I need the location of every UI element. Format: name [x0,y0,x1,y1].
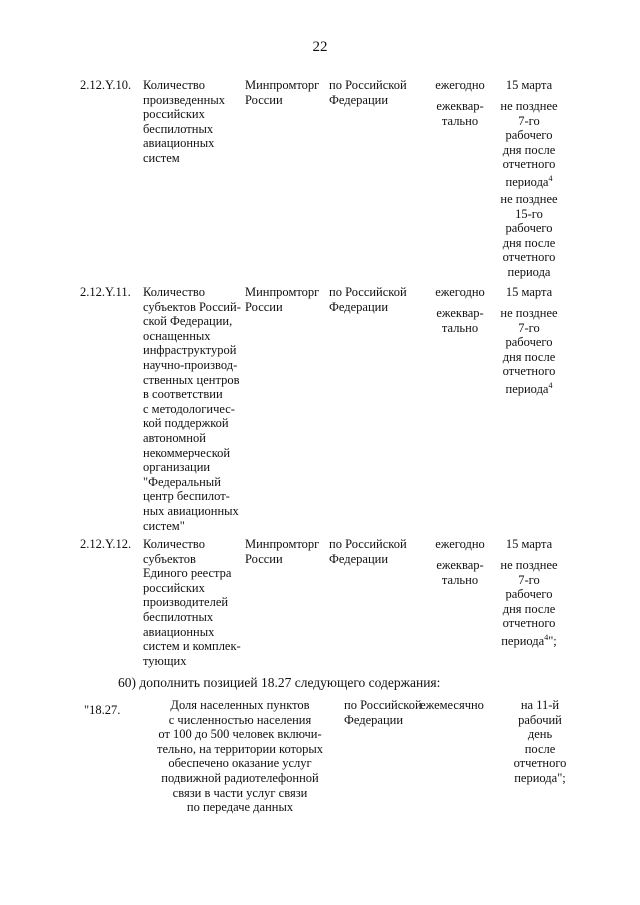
row-indicator-name-line: с методологичес- [143,401,235,416]
new-row-indicator-name-line: от 100 до 500 человек включи- [158,727,322,742]
row-indicator-name-line: авиационных [143,136,215,151]
row-deadline-quarterly-line: дня после [502,349,556,364]
row-indicator-name-line: российских [143,107,205,122]
row-frequency-annual: ежегодно [435,537,485,551]
row-indicator-name [143,537,251,668]
row-region-line: Федерации [329,92,389,107]
new-row-deadline-line: день [527,727,553,742]
row-indicator-name-line: оснащенных [143,328,211,343]
row-frequency-quarterly-line: тально [441,113,479,128]
row-deadline-quarterly-alt-line: 15-го [515,206,543,221]
row-frequency-quarterly-line: тально [441,572,479,587]
row-deadline-quarterly-alt-line: отчетного [502,250,556,265]
row-responsible-org-line: России [245,92,283,107]
row-indicator-name-line: Единого реестра [143,566,232,581]
new-row-frequency: ежемесячно [420,698,484,712]
footnote-ref: 4 [548,380,553,390]
row-deadline-quarterly [488,558,570,649]
row-deadline-quarterly-line: рабочего [505,587,553,602]
row-region [329,537,429,566]
new-row-indicator-name-line: обеспечено оказание услуг [168,756,312,771]
row-region-line: по Российской [329,78,407,92]
new-row-region-line: по Российской [344,698,422,712]
row-responsible-org-line: России [245,551,283,566]
row-indicator-name-line: центр беспилот- [143,489,230,504]
row-deadline-quarterly-line: 7-го [518,572,540,587]
row-region [329,285,429,314]
row-region-line: Федерации [329,299,389,314]
row-deadline-quarterly-line: дня после [502,601,556,616]
row-deadline-quarterly-line: отчетного [502,616,556,631]
row-indicator-name-line: производителей [143,595,229,610]
row-indicator-name [143,78,251,166]
row-frequency-quarterly [426,558,494,587]
row-deadline-quarterly-line: периода$^4$ [505,380,553,397]
row-deadline-quarterly-alt-line: не позднее [500,192,558,206]
row-deadline-quarterly [488,99,570,190]
new-row-indicator-name-line: Доля населенных пунктов [170,698,310,712]
footnote-ref: 4 [544,632,549,642]
closing-quote: "; [548,634,557,649]
row-frequency-quarterly [426,306,494,335]
row-indicator-name-line: инфраструктурой [143,343,237,358]
row-indicator-name-line: ных авиационных [143,503,239,518]
row-indicator-name-line: Количество [143,78,205,92]
row-frequency-quarterly-line: тально [441,320,479,335]
row-indicator-name-line: в соответствии [143,387,223,402]
row-indicator-name-line: систем [143,150,180,165]
row-responsible-org-line: Минпромторг [245,78,320,92]
row-deadline-annual: 15 марта [505,537,553,551]
row-indicator-name-line: субъектов [143,551,196,566]
row-indicator-name-line: систем и комплек- [143,639,241,654]
row-indicator-name-line: кой поддержкой [143,416,229,431]
row-indicator-name-line: научно-производ- [143,357,238,372]
row-responsible-org [245,537,327,566]
row-deadline-quarterly-line: 7-го [518,320,540,335]
row-code: 2.12.Y.10. [80,78,132,92]
row-code: 2.12.Y.11. [80,285,131,299]
new-row-deadline-line: рабочий [518,712,562,727]
new-row-indicator-name [140,698,340,815]
row-deadline-quarterly-alt-line: дня после [502,235,556,250]
row-frequency-quarterly-line: ежеквар- [436,306,484,320]
new-row-code: "18.27. [84,703,121,717]
row-frequency-quarterly [426,99,494,128]
row-indicator-name-line: тующих [143,653,187,668]
row-indicator-name-line: некоммерческой [143,445,231,460]
new-row-indicator-name-line: с численностью населения [168,712,312,727]
row-deadline-quarterly-line: отчетного [502,364,556,379]
row-indicator-name-line: авиационных [143,624,215,639]
footnote-ref: 4 [548,173,553,183]
row-region-line: Федерации [329,551,389,566]
row-indicator-name-line: ской Федерации, [143,314,233,329]
row-indicator-name-line: "Федеральный [143,474,221,489]
new-row-deadline-line: после [524,741,556,756]
new-row-indicator-name-line: подвижной радиотелефонной [161,770,319,785]
row-deadline-quarterly-line: рабочего [505,128,553,143]
row-deadline-quarterly-line: рабочего [505,335,553,350]
row-deadline-quarterly-line: периода$^4$"; [501,632,557,649]
row-deadline-quarterly-line: 7-го [518,113,540,128]
row-deadline-quarterly-line: периода$^4$ [505,173,553,190]
row-indicator-name-line: беспилотных [143,121,214,136]
row-deadline-quarterly-line: отчетного [502,157,556,172]
row-region [329,78,429,107]
row-deadline-annual: 15 марта [505,285,553,299]
new-row-deadline [500,698,580,786]
row-frequency-quarterly-line: ежеквар- [436,99,484,113]
row-indicator-name-line: ственных центров [143,372,240,387]
row-code: 2.12.Y.12. [80,537,132,551]
row-responsible-org [245,285,327,314]
row-indicator-name [143,285,251,533]
row-responsible-org-line: России [245,299,283,314]
new-row-indicator-name-line: тельно, на территории которых [157,741,323,756]
row-responsible-org-line: Минпромторг [245,537,320,551]
row-deadline-annual: 15 марта [505,78,553,92]
row-indicator-name-line: автономной [143,430,206,445]
new-row-indicator-name-line: связи в части услуг связи [172,785,308,800]
row-frequency-annual: ежегодно [435,285,485,299]
new-row-deadline-line: периода"; [514,770,566,785]
row-responsible-org [245,78,327,107]
row-deadline-quarterly-alt-line: периода [507,264,551,279]
row-indicator-name-line: Количество [143,537,205,551]
row-indicator-name-line: систем" [143,518,185,533]
row-indicator-name-line: произведенных [143,92,225,107]
row-indicator-name-line: российских [143,580,205,595]
row-deadline-quarterly-line: не позднее [500,99,558,113]
new-row-indicator-name-line: по передаче данных [186,800,294,815]
new-row-region-line: Федерации [344,712,404,727]
row-indicator-name-line: организации [143,460,211,475]
row-region-line: по Российской [329,285,407,299]
row-frequency-quarterly-line: ежеквар- [436,558,484,572]
section-heading: 60) дополнить позицией 18.27 следующего содержания: [118,675,441,690]
new-row-deadline-line: на 11-й [520,698,560,712]
page-number: 22 [312,39,328,55]
row-deadline-quarterly-line: дня после [502,142,556,157]
new-row-deadline-line: отчетного [513,756,567,771]
row-indicator-name-line: беспилотных [143,609,214,624]
row-indicator-name-line: субъектов Россий- [143,299,241,314]
row-deadline-quarterly-line: не позднее [500,558,558,572]
row-region-line: по Российской [329,537,407,551]
row-responsible-org-line: Минпромторг [245,285,320,299]
row-deadline-quarterly [488,306,570,397]
row-deadline-quarterly-line: не позднее [500,306,558,320]
row-frequency-annual: ежегодно [435,78,485,92]
row-deadline-quarterly-alt-line: рабочего [505,221,553,236]
closing-quote: "; [557,770,566,785]
row-deadline-quarterly-alt [488,192,570,280]
row-indicator-name-line: Количество [143,285,205,299]
